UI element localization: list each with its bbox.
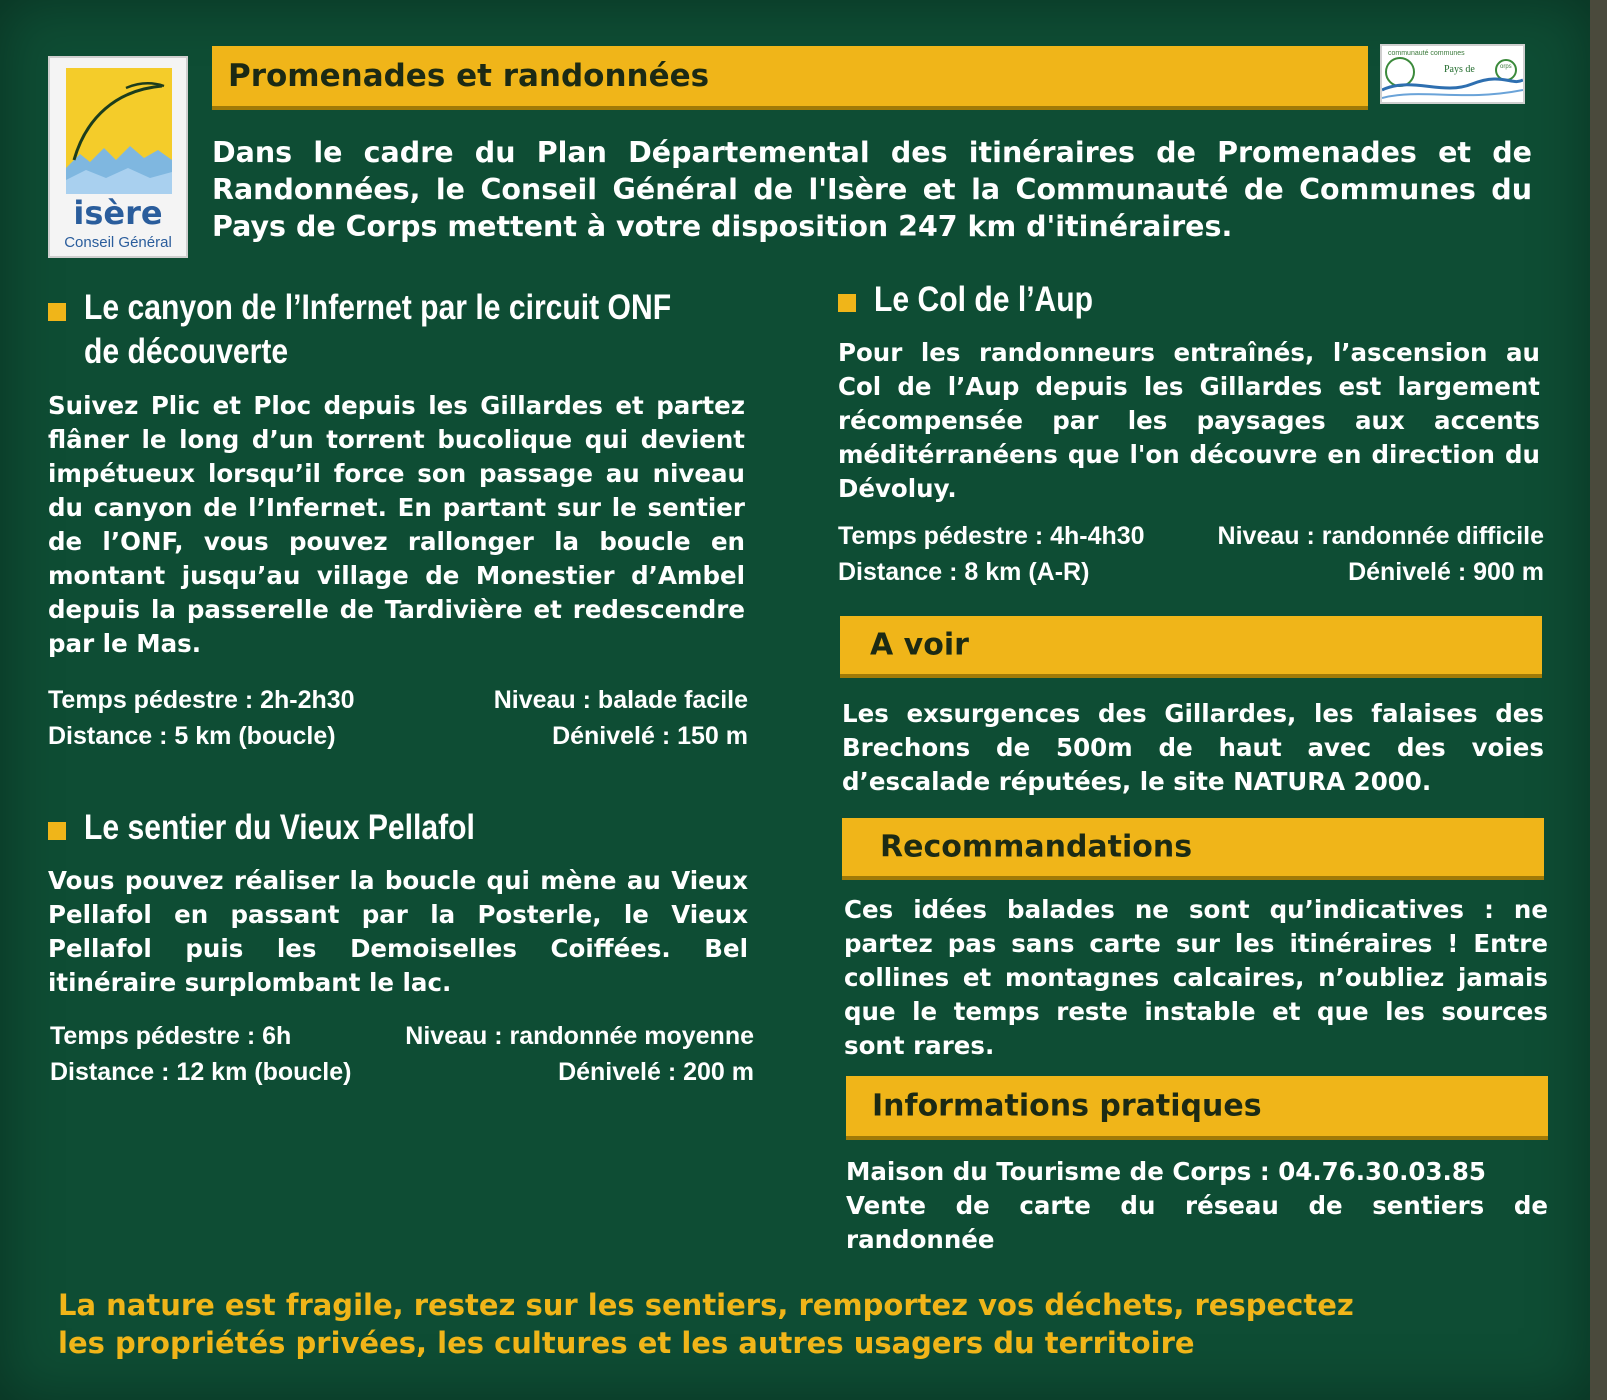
section-bullet-icon [838, 294, 856, 312]
stat-denivele: Dénivelé : 150 m [552, 722, 748, 750]
section-bullet-icon [48, 303, 66, 321]
infos-title: Informations pratiques [872, 1088, 1262, 1124]
section-heading-col-aup [874, 278, 1390, 322]
a-voir-band [840, 616, 1542, 678]
section-stats-col-aup [838, 518, 1544, 590]
stat-distance: Distance : 5 km (boucle) [48, 722, 336, 750]
isere-emblem-icon [66, 68, 172, 194]
section-heading-line: Le canyon de l’Infernet par le circuit ONF [84, 288, 672, 327]
isere-logo-brand: isère [73, 194, 163, 232]
section-heading-line: de découverte [84, 332, 289, 371]
infos-text [846, 1155, 1548, 1257]
footer-line: les propriétés privées, les cultures et les autres usagers du territoire [58, 1326, 1195, 1360]
isere-logo-subtitle: Conseil Général [64, 234, 172, 251]
section-heading-line: Le Col de l’Aup [874, 280, 1094, 319]
community-logo-text: communauté communes [1388, 50, 1465, 57]
page-title: Promenades et randonnées [228, 58, 710, 94]
title-band [212, 46, 1368, 110]
section-heading-line: Le sentier du Vieux Pellafol [84, 808, 475, 847]
community-logo [1380, 44, 1525, 104]
stat-distance: Distance : 8 km (A-R) [838, 558, 1090, 586]
section-stats-pellafol [50, 1018, 754, 1090]
intro-paragraph: Dans le cadre du Plan Départemental des itinéraires de Promenades et de Randonnées, le Conseil Général de l'Isère et la Communauté de Communes du Pays de Corps mettent à votre disposition 247 km d'itinéraires. [212, 136, 1532, 243]
stat-temps: Temps pédestre : 4h-4h30 [838, 522, 1145, 550]
section-text-pellafol: Vous pouvez réaliser la boucle qui mène au Vieux Pellafol en passant par la Posterle, le Vieux Pellafol puis les Demoiselles Coiffées. Bel itinéraire surplombant le lac. [48, 866, 748, 997]
section-bullet-icon [48, 822, 66, 840]
stat-temps: Temps pédestre : 2h-2h30 [48, 686, 355, 714]
section-stats-infernet [48, 682, 748, 754]
infos-band [846, 1076, 1548, 1140]
infos-map-line: Vente de carte du réseau de sentiers de randonnée [846, 1191, 1548, 1254]
infos-phone-line: Maison du Tourisme de Corps : 04.76.30.03.85 [846, 1157, 1486, 1186]
stat-niveau: Niveau : balade facile [493, 686, 748, 714]
section-text-col-aup: Pour les randonneurs entraînés, l’ascension au Col de l’Aup depuis les Gillardes est largement récompensée par les paysages aux accents méditérranéens que l'on découvre en direction du Dévoluy. [838, 338, 1540, 503]
a-voir-title: A voir [870, 627, 969, 663]
stat-temps: Temps pédestre : 6h [50, 1022, 292, 1050]
stat-niveau: Niveau : randonnée difficile [1217, 522, 1544, 550]
stat-denivele: Dénivelé : 900 m [1348, 558, 1544, 586]
a-voir-text: Les exsurgences des Gillardes, les falaises des Brechons de 500m de haut avec des voies d’escalade réputées, le site NATURA 2000. [842, 699, 1544, 796]
community-logo-pays: Pays de [1444, 64, 1475, 75]
isere-logo [48, 56, 188, 258]
section-heading-pellafol [84, 806, 772, 850]
stat-denivele: Dénivelé : 200 m [558, 1058, 754, 1086]
board-frame-edge [1590, 0, 1607, 1400]
recommandations-band [842, 818, 1544, 880]
section-text-infernet: Suivez Plic et Ploc depuis les Gillardes et partez flâner le long d’un torrent bucolique qui devient impétueux lorsqu’il force son passage au niveau du canyon de l’Infernet. En partant sur le sentier de l’ONF, vous pouvez rallonger la boucle en montant jusqu’au village de Monestier d’Ambel depuis la passerelle de Tardivière et redescendre par le Mas. [48, 391, 745, 658]
stat-distance: Distance : 12 km (boucle) [50, 1058, 352, 1086]
footer-line: La nature est fragile, restez sur les sentiers, remportez vos déchets, respectez [58, 1288, 1354, 1322]
footer-notice [58, 1286, 1548, 1362]
section-heading-infernet [84, 286, 772, 374]
community-logo-corps: orps [1500, 64, 1512, 70]
stat-niveau: Niveau : randonnée moyenne [405, 1022, 754, 1050]
recommandations-text: Ces idées balades ne sont qu’indicatives : ne partez pas sans carte sur les itinéraires ! Entre collines et montagnes calcaires, n’oubliez jamais que le temps reste instable et que les sources sont rares. [844, 895, 1548, 1060]
recommandations-title: Recommandations [880, 829, 1193, 865]
